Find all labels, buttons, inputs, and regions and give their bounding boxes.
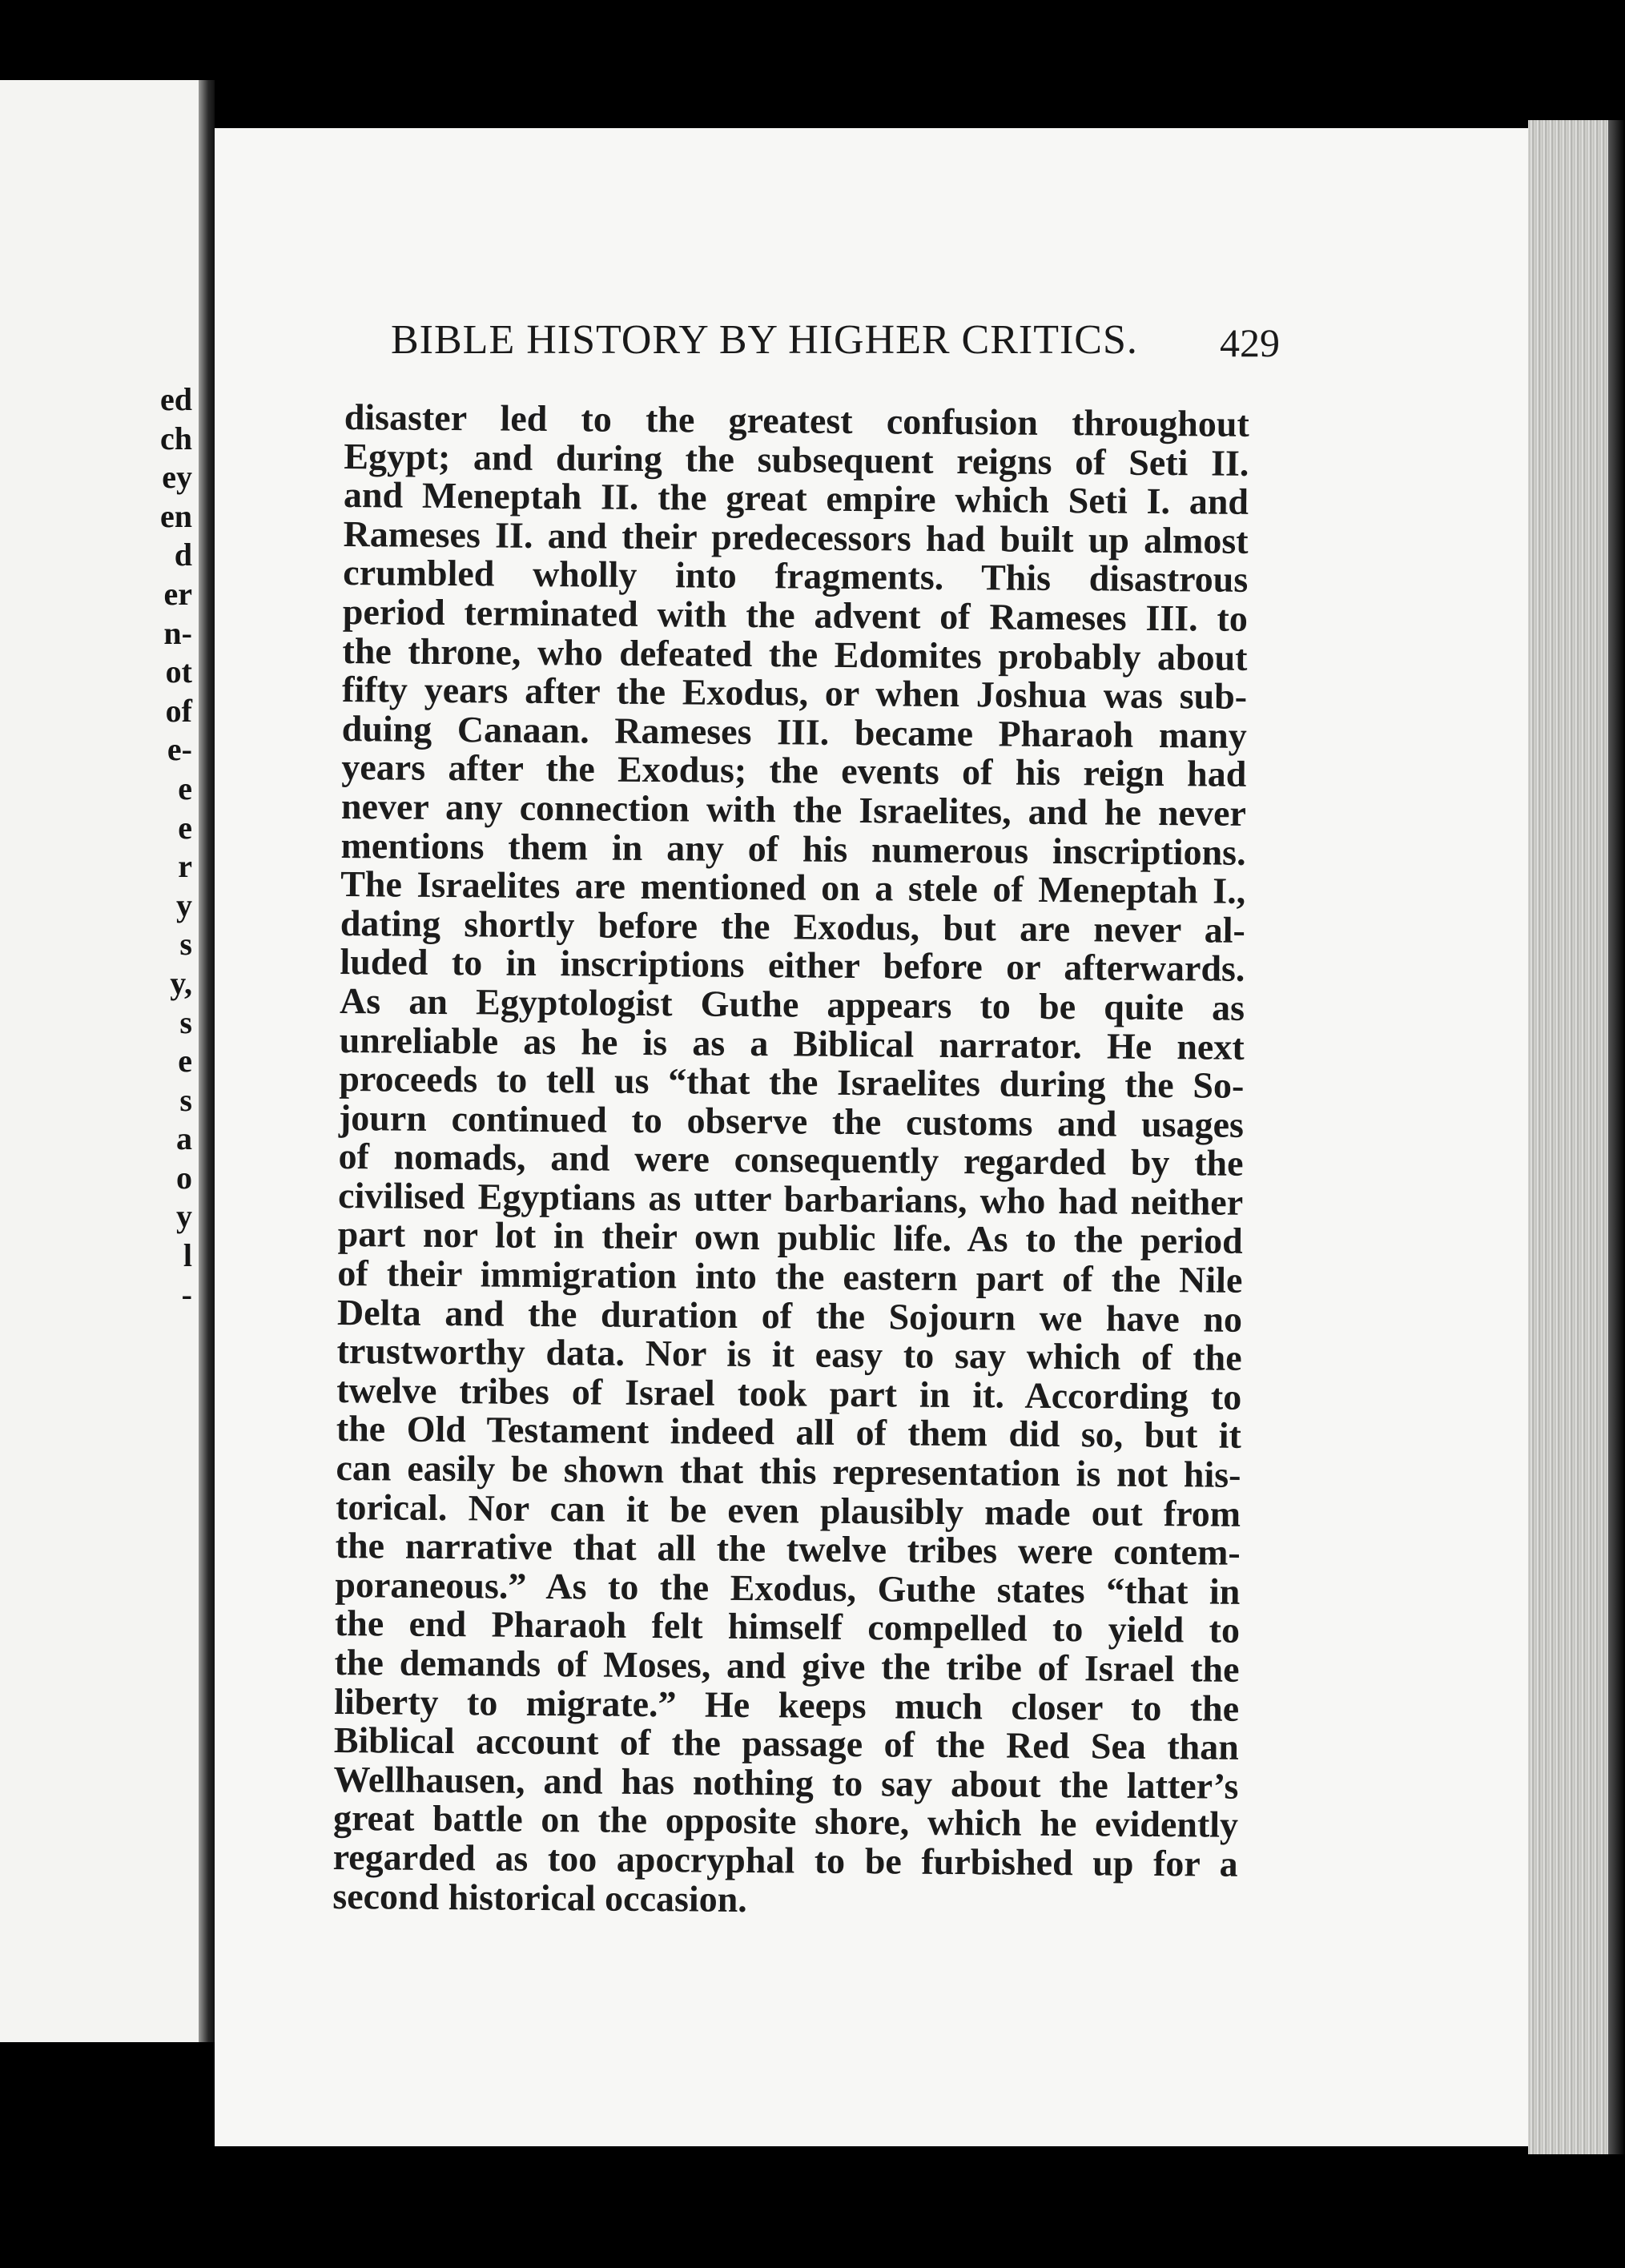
text-line: dating shortly before the Exodus, but are never al-: [340, 902, 1246, 951]
text-line: years after the Exodus; the events of his reign had: [341, 746, 1247, 795]
left-fragment-line: er: [163, 575, 192, 612]
book-gutter: [199, 80, 215, 2042]
text-line: trustworthy data. Nor is it easy to say which of the: [336, 1330, 1242, 1379]
left-fragment-line: r: [178, 848, 192, 885]
left-fragment-line: d: [174, 537, 192, 573]
text-line: regarded as too apocryphal to be furbished up for a: [332, 1836, 1238, 1884]
body-text: [332, 398, 1249, 1923]
left-facing-page: [0, 80, 199, 2042]
left-fragment-line: ch: [160, 420, 192, 456]
left-fragment-line: e: [178, 1043, 192, 1080]
text-line: Wellhausen, and has nothing to say about the latter’s: [333, 1758, 1239, 1807]
text-line: disaster led to the greatest confusion throughout: [344, 396, 1249, 444]
text-line: fifty years after the Exodus, or when Joshua was sub-: [341, 669, 1248, 718]
left-fragment-line: e-: [167, 731, 192, 768]
text-line: Delta and the duration of the Sojourn we have no: [336, 1291, 1243, 1340]
text-line: the demands of Moses, and give the tribe of Israel the: [334, 1641, 1240, 1690]
left-page-text-fragments: [128, 380, 192, 1314]
text-line: the end Pharaoh felt himself compelled to yield to: [334, 1602, 1241, 1651]
text-line: poraneous.” As to the Exodus, Guthe states “that in: [335, 1563, 1241, 1612]
text-line: great battle on the opposite shore, which he evidently: [332, 1797, 1239, 1846]
text-line: The Israelites are mentioned on a stele of Meneptah I.,: [340, 863, 1246, 911]
text-line: can easily be shown that this representation is not his-: [336, 1446, 1241, 1495]
left-fragment-line: ey: [162, 459, 192, 496]
left-fragment-line: a: [176, 1120, 192, 1157]
text-line: journ continued to observe the customs and usages: [338, 1096, 1245, 1145]
left-fragment-line: s: [179, 1081, 192, 1118]
left-fragment-line: y: [176, 1198, 192, 1235]
text-line: As an Egyptologist Guthe appears to be quite as: [339, 979, 1245, 1028]
left-fragment-line: l: [183, 1237, 192, 1274]
running-title: BIBLE HISTORY BY HIGHER CRITICS.: [391, 317, 1138, 363]
page-number: 429: [1220, 320, 1280, 365]
text-line: mentions them in any of his numerous inscriptions.: [340, 824, 1246, 873]
text-line: Egypt; and during the subsequent reigns of Seti II.: [344, 435, 1249, 484]
text-line: the Old Testament indeed all of them did so, but it: [336, 1408, 1242, 1457]
text-line: of nomads, and were consequently regarded by the: [338, 1136, 1244, 1184]
text-line: the narrative that all the twelve tribes were contem-: [335, 1525, 1241, 1574]
page-edges: [1528, 120, 1608, 2154]
text-line: Biblical account of the passage of the Red Sea than: [333, 1719, 1240, 1768]
left-fragment-line: e: [178, 770, 192, 806]
text-line: luded to in inscriptions either before or afterwards.: [340, 941, 1245, 990]
text-line: duing Canaan. Rameses III. became Pharaoh many: [341, 707, 1247, 756]
left-fragment-line: ed: [160, 381, 192, 417]
left-fragment-line: s: [179, 926, 192, 963]
text-line: of their immigration into the eastern part of the Nile: [337, 1253, 1243, 1301]
left-fragment-line: ot: [165, 653, 192, 690]
left-fragment-line: y: [176, 887, 192, 923]
text-line: liberty to migrate.” He keeps much closer to the: [334, 1680, 1240, 1729]
text-line: and Meneptah II. the great empire which Seti I. and: [343, 474, 1249, 523]
page-edge-shadow: [1608, 120, 1625, 2154]
text-line: proceeds to tell us “that the Israelites during the So-: [339, 1058, 1245, 1106]
text-line: unreliable as he is as a Biblical narrator. He next: [339, 1019, 1245, 1068]
left-fragment-line: e: [178, 809, 192, 846]
left-fragment-line: o: [176, 1159, 192, 1196]
left-fragment-line: s: [179, 1003, 192, 1040]
page-header: [391, 316, 1280, 372]
left-fragment-line: of: [165, 692, 192, 729]
text-line: civilised Egyptians as utter barbarians, who had neither: [337, 1174, 1244, 1223]
left-fragment-line: en: [160, 497, 192, 534]
text-line: Rameses II. and their predecessors had built up almost: [343, 513, 1249, 561]
text-line: second historical occasion.: [332, 1875, 747, 1920]
text-line: never any connection with the Israelites, and he never: [340, 785, 1247, 834]
text-line: twelve tribes of Israel took part in it. According to: [336, 1369, 1242, 1418]
text-line: period terminated with the advent of Rameses III. to: [342, 590, 1249, 639]
left-fragment-line: n-: [163, 614, 192, 651]
text-line: part nor lot in their own public life. As to the period: [337, 1213, 1243, 1262]
text-line: crumbled wholly into fragments. This disastrous: [343, 552, 1249, 601]
text-line: the throne, who defeated the Edomites probably about: [342, 629, 1248, 678]
left-fragment-line: y,: [170, 964, 192, 1001]
text-line: torical. Nor can it be even plausibly made out from: [335, 1486, 1241, 1534]
left-fragment-line: -: [181, 1276, 192, 1313]
